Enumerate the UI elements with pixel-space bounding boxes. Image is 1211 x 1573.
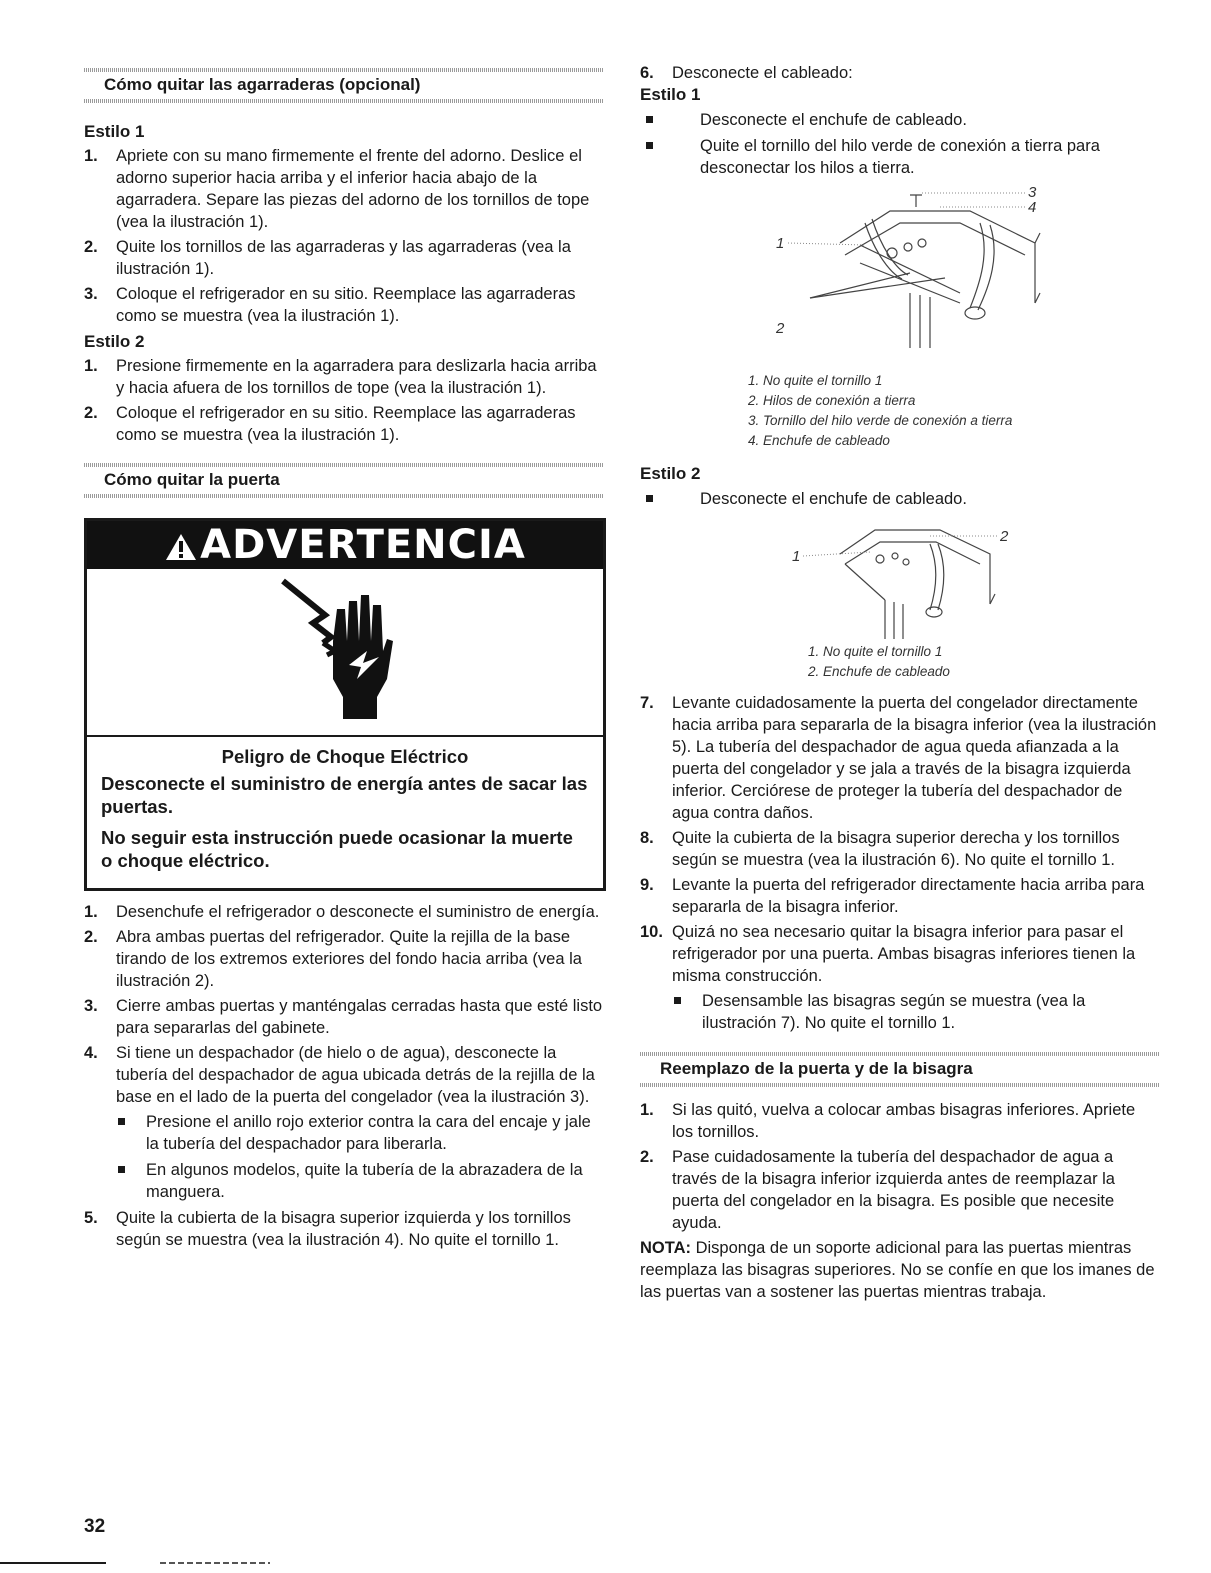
list-item: 7. Levante cuidadosamente la puerta del congelador directamente hacia arriba para separarla de la bisagra inferior (vea la ilustración 5). La tubería del despachador de agua queda afianzada a la puerta del congelador y se jala a través de la bisagra izquierda inferior. Cerciórese de proteger la tubería del despachador de agua contra daños. [640, 694, 1157, 822]
wiring-illustration-style2 [640, 514, 1160, 644]
bullet-item: Desconecte el enchufe de cableado. [640, 488, 1160, 510]
bullet-icon [116, 1159, 146, 1203]
footer-rule [0, 1562, 106, 1564]
door-steps [84, 901, 604, 1251]
bullet-item: Presione el anillo rojo exterior contra la cara del encaje y jale la tubería del despachador para liberarla. [116, 1111, 604, 1155]
section-title-door: Cómo quitar la puerta [104, 470, 280, 489]
list-item: 4. Si tiene un despachador (de hielo o de agua), desconecte la tubería del despachador de agua ubicada detrás de la rejilla de la base en el lado de la puerta del congelador (vea la ilustración 3). [84, 1044, 595, 1106]
list-item: 2. Coloque el refrigerador en su sitio. Reemplace las agarraderas como se muestra (vea la ilustración 1). [84, 404, 576, 444]
warning-title: ADVERTENCIA [200, 522, 526, 568]
warning-line-1: Desconecte el suministro de energía antes de sacar las puertas. [101, 773, 588, 817]
left-column [84, 0, 604, 1254]
note-text: Disponga de un soporte adicional para las puertas mientras reemplaza las bisagras superiores. No se confíe en que los imanes de las puertas van a sostener las puertas mientras trabaja. [640, 1239, 1155, 1301]
warning-triangle-icon [164, 532, 198, 562]
style2-heading: Estilo 2 [640, 464, 701, 483]
list-item: 2. Quite los tornillos de las agarraderas y las agarraderas (vea la ilustración 1). [84, 238, 571, 278]
list-item: 1. Presione firmemente en la agarradera para deslizarla hacia arriba y hacia afuera de los tornillos de tope (vea la ilustración 1). [84, 357, 597, 397]
list-item: 1. Si las quitó, vuelva a colocar ambas bisagras inferiores. Apriete los tornillos. [640, 1101, 1136, 1141]
bullet-icon [640, 109, 700, 131]
right-column [640, 0, 1160, 1303]
section-title-handles: Cómo quitar las agarraderas (opcional) [104, 75, 421, 94]
list-item: 5. Quite la cubierta de la bisagra superior izquierda y los tornillos según se muestra (vea la ilustración 4). No quite el tornillo 1. [84, 1209, 571, 1249]
warning-line-2: No seguir esta instrucción puede ocasionar la muerte o choque eléctrico. [101, 827, 573, 871]
bullet-icon [672, 990, 702, 1034]
callout-2: 2 [1000, 528, 1009, 545]
style1-heading: Estilo 1 [640, 85, 701, 104]
warning-box [84, 518, 606, 891]
list-item: 3. Coloque el refrigerador en su sitio. Reemplace las agarraderas como se muestra (vea la ilustración 1). [84, 285, 576, 325]
note-paragraph [640, 1237, 1160, 1303]
warning-subtitle: Peligro de Choque Eléctrico [221, 746, 469, 767]
style1-heading: Estilo 1 [84, 122, 145, 141]
footer-rule-dashed [160, 1562, 270, 1564]
list-item: 8. Quite la cubierta de la bisagra superior derecha y los tornillos según se muestra (vea la ilustración 6). No quite el tornillo 1. [640, 829, 1120, 869]
illustration-caption: 1. No quite el tornillo 1 2. Hilos de conexión a tierra 3. Tornillo del hilo verde de conexión a tierra 4. Enchufe de cableado [748, 373, 1013, 448]
section-title-replacement: Reemplazo de la puerta y de la bisagra [660, 1059, 973, 1078]
list-item: 6. Desconecte el cableado: [640, 64, 853, 82]
bullet-icon [640, 135, 700, 179]
warning-title-bar [87, 521, 603, 569]
illustration-caption: 1. No quite el tornillo 1 2. Enchufe de cableado [808, 644, 950, 679]
list-item: 1. Apriete con su mano firmemente el frente del adorno. Deslice el adorno superior hacia arriba y el inferior hacia abajo de la agarradera. Separe las piezas del adorno de los tornillos de tope (vea la ilustración 1). [84, 147, 590, 231]
bullet-item: Desconecte el enchufe de cableado. [640, 109, 1160, 131]
callout-4: 4 [1028, 199, 1037, 216]
note-label: NOTA: [640, 1239, 692, 1257]
callout-3: 3 [1028, 184, 1037, 201]
style2-steps [84, 355, 604, 446]
bullet-item: En algunos modelos, quite la tubería de la abrazadera de la manguera. [116, 1159, 604, 1203]
callout-2: 2 [776, 320, 785, 337]
list-item: 2. Abra ambas puertas del refrigerador. Quite la rejilla de la base tirando de los extremos exteriores del fondo hacia arriba (vea la ilustración 2). [84, 928, 582, 990]
list-item: 9. Levante la puerta del refrigerador directamente hacia arriba para separarla de la bisagra inferior. [640, 876, 1145, 916]
list-item: 1. Desenchufe el refrigerador o desconecte el suministro de energía. [84, 903, 600, 921]
list-item: 2. Pase cuidadosamente la tubería del despachador de agua a través de la bisagra inferior izquierda antes de reemplazar la puerta del congelador en la bisagra. Es posible que necesite ayuda. [640, 1148, 1115, 1232]
list-item: 10. Quizá no sea necesario quitar la bisagra inferior para pasar el refrigerador por una puerta. Ambas bisagras inferiores tienen la misma construcción. [640, 923, 1136, 985]
callout-1: 1 [792, 548, 801, 565]
electric-shock-icon [87, 569, 603, 737]
style1-steps [84, 145, 604, 327]
bullet-item: Desensamble las bisagras según se muestra (vea la ilustración 7). No quite el tornillo 1. [672, 990, 1160, 1034]
page-number: 32 [84, 1516, 106, 1537]
wiring-illustration-style1 [640, 183, 1160, 373]
bullet-item: Quite el tornillo del hilo verde de conexión a tierra para desconectar los hilos a tierra. [640, 135, 1160, 179]
section-rule [84, 494, 604, 498]
callout-1: 1 [776, 235, 785, 252]
style2-heading: Estilo 2 [84, 332, 145, 351]
bullet-icon [116, 1111, 146, 1155]
list-item: 3. Cierre ambas puertas y manténgalas cerradas hasta que esté listo para separarlas del gabinete. [84, 997, 603, 1037]
bullet-icon [640, 488, 700, 510]
